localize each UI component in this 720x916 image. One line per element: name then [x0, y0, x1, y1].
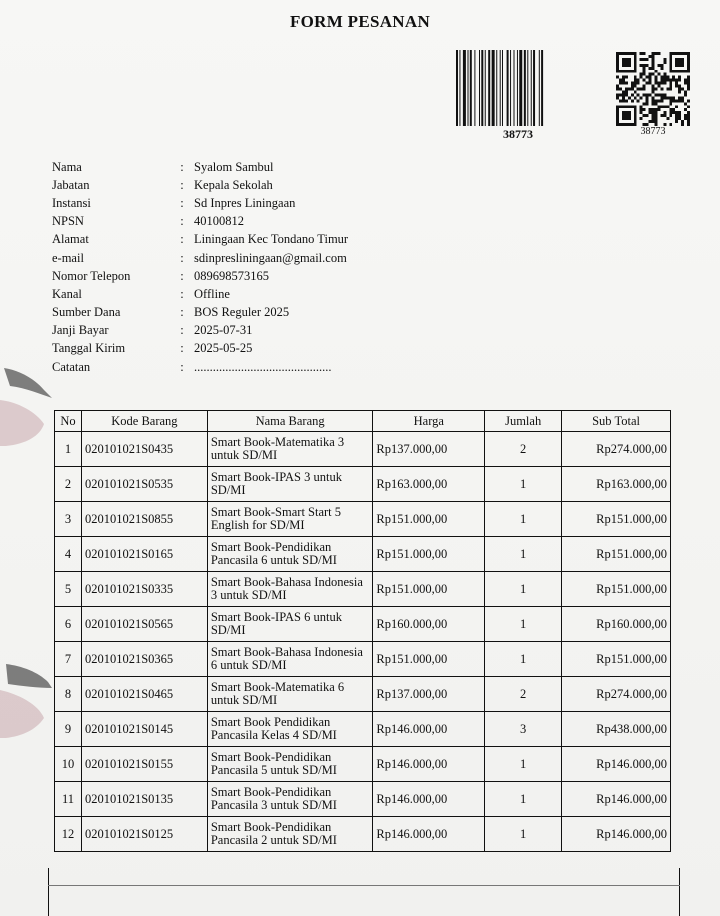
cell-qty: 1 — [485, 817, 562, 852]
cell-qty: 1 — [485, 572, 562, 607]
info-value: 2025-07-31 — [194, 323, 253, 338]
info-value: 40100812 — [194, 214, 244, 229]
column-header: Sub Total — [562, 411, 671, 432]
cell-subtotal: Rp151.000,00 — [562, 572, 671, 607]
info-label: Janji Bayar — [52, 323, 109, 338]
qr-code-image — [616, 52, 690, 126]
info-row — [52, 285, 348, 303]
cell-qty: 1 — [485, 502, 562, 537]
table-continuation — [48, 868, 680, 916]
cell-no: 7 — [55, 642, 82, 677]
cell-name: Smart Book-Bahasa Indonesia 6 untuk SD/MI — [207, 642, 373, 677]
info-row — [52, 322, 348, 340]
cell-code: 020101021S0125 — [81, 817, 207, 852]
table-row — [55, 467, 671, 502]
cell-name: Smart Book-Bahasa Indonesia 3 untuk SD/MI — [207, 572, 373, 607]
cell-subtotal: Rp151.000,00 — [562, 502, 671, 537]
cell-code: 020101021S0135 — [81, 782, 207, 817]
info-value: 089698573165 — [194, 268, 269, 283]
info-label: Nomor Telepon — [52, 268, 131, 283]
cell-name: Smart Book Pendidikan Pancasila Kelas 4 SD/MI — [207, 712, 373, 747]
info-value: Syalom Sambul — [194, 159, 274, 174]
cell-code: 020101021S0855 — [81, 502, 207, 537]
cell-code: 020101021S0465 — [81, 677, 207, 712]
info-value: Kepala Sekolah — [194, 177, 273, 192]
cell-qty: 3 — [485, 712, 562, 747]
info-row — [52, 304, 348, 322]
colon-separator: : — [180, 359, 184, 374]
order-table — [54, 410, 671, 852]
cell-price: Rp151.000,00 — [373, 642, 485, 677]
cell-subtotal: Rp151.000,00 — [562, 642, 671, 677]
info-value: Sd Inpres Liningaan — [194, 195, 296, 210]
cell-no: 3 — [55, 502, 82, 537]
cell-name: Smart Book-IPAS 3 untuk SD/MI — [207, 467, 373, 502]
info-label: Nama — [52, 159, 82, 174]
colon-separator: : — [180, 159, 184, 174]
cell-no: 9 — [55, 712, 82, 747]
cell-code: 020101021S0145 — [81, 712, 207, 747]
cell-name: Smart Book-Matematika 3 untuk SD/MI — [207, 432, 373, 467]
cell-qty: 1 — [485, 642, 562, 677]
cell-price: Rp146.000,00 — [373, 817, 485, 852]
cell-price: Rp137.000,00 — [373, 432, 485, 467]
cell-name: Smart Book-Pendidikan Pancasila 2 untuk SD/MI — [207, 817, 373, 852]
table-row — [55, 502, 671, 537]
info-value: ............................................ — [194, 359, 332, 374]
cell-price: Rp146.000,00 — [373, 712, 485, 747]
cell-subtotal: Rp274.000,00 — [562, 677, 671, 712]
cell-subtotal: Rp163.000,00 — [562, 467, 671, 502]
cell-subtotal: Rp146.000,00 — [562, 747, 671, 782]
table-row — [55, 747, 671, 782]
table-row — [55, 677, 671, 712]
cell-no: 8 — [55, 677, 82, 712]
cell-name: Smart Book-Pendidikan Pancasila 6 untuk SD/MI — [207, 537, 373, 572]
info-row — [52, 194, 348, 212]
table-row — [55, 607, 671, 642]
colon-separator: : — [180, 232, 184, 247]
info-label: Instansi — [52, 195, 91, 210]
cell-qty: 2 — [485, 432, 562, 467]
cell-code: 020101021S0435 — [81, 432, 207, 467]
table-body — [55, 432, 671, 852]
cell-no: 6 — [55, 607, 82, 642]
cell-price: Rp151.000,00 — [373, 537, 485, 572]
binder-clip-shadow — [0, 660, 60, 740]
info-value: BOS Reguler 2025 — [194, 305, 290, 320]
cell-price: Rp146.000,00 — [373, 782, 485, 817]
info-row — [52, 231, 348, 249]
table-row — [55, 782, 671, 817]
cell-price: Rp146.000,00 — [373, 747, 485, 782]
info-value: sdinpresliningaan@gmail.com — [194, 250, 347, 265]
cell-no: 2 — [55, 467, 82, 502]
cell-code: 020101021S0165 — [81, 537, 207, 572]
colon-separator: : — [180, 341, 184, 356]
colon-separator: : — [180, 305, 184, 320]
info-row — [52, 176, 348, 194]
table-row — [55, 642, 671, 677]
cell-name: Smart Book-Smart Start 5 English for SD/MI — [207, 502, 373, 537]
divider-line — [48, 885, 680, 886]
info-value: Liningaan Kec Tondano Timur — [194, 232, 349, 247]
cell-no: 11 — [55, 782, 82, 817]
info-value: Offline — [194, 286, 230, 301]
table-row — [55, 712, 671, 747]
colon-separator: : — [180, 214, 184, 229]
colon-separator: : — [180, 268, 184, 283]
cell-subtotal: Rp160.000,00 — [562, 607, 671, 642]
binder-clip-shadow — [0, 360, 60, 450]
info-label: Sumber Dana — [52, 305, 121, 320]
cell-subtotal: Rp151.000,00 — [562, 537, 671, 572]
cell-name: Smart Book-Pendidikan Pancasila 5 untuk SD/MI — [207, 747, 373, 782]
cell-qty: 1 — [485, 607, 562, 642]
cell-subtotal: Rp146.000,00 — [562, 782, 671, 817]
cell-name: Smart Book-Pendidikan Pancasila 3 untuk SD/MI — [207, 782, 373, 817]
info-row — [52, 158, 348, 176]
info-label: NPSN — [52, 214, 84, 229]
cell-price: Rp151.000,00 — [373, 572, 485, 607]
cell-qty: 1 — [485, 782, 562, 817]
barcode-number: 38773 — [503, 127, 533, 141]
colon-separator: : — [180, 286, 184, 301]
cell-code: 020101021S0155 — [81, 747, 207, 782]
qr-number: 38773 — [640, 126, 666, 137]
table-row — [55, 572, 671, 607]
cell-qty: 2 — [485, 677, 562, 712]
info-row — [52, 213, 348, 231]
cell-price: Rp151.000,00 — [373, 502, 485, 537]
info-label: Catatan — [52, 359, 91, 374]
table-row — [55, 432, 671, 467]
cell-no: 4 — [55, 537, 82, 572]
cell-code: 020101021S0335 — [81, 572, 207, 607]
column-header: Harga — [373, 411, 485, 432]
cell-subtotal: Rp146.000,00 — [562, 817, 671, 852]
cell-price: Rp160.000,00 — [373, 607, 485, 642]
table-header-row — [55, 411, 671, 432]
cell-price: Rp163.000,00 — [373, 467, 485, 502]
info-value: 2025-05-25 — [194, 341, 253, 356]
form-title: FORM PESANAN — [289, 12, 431, 31]
table-row — [55, 817, 671, 852]
info-label: Kanal — [52, 286, 82, 301]
cell-code: 020101021S0565 — [81, 607, 207, 642]
cell-qty: 1 — [485, 747, 562, 782]
info-label: Jabatan — [52, 177, 90, 192]
column-header: No — [55, 411, 82, 432]
info-row — [52, 340, 348, 358]
info-label: e-mail — [52, 250, 84, 265]
info-row — [52, 249, 348, 267]
cell-no: 5 — [55, 572, 82, 607]
customer-info — [52, 158, 348, 376]
colon-separator: : — [180, 177, 184, 192]
cell-qty: 1 — [485, 537, 562, 572]
column-header: Nama Barang — [207, 411, 373, 432]
colon-separator: : — [180, 323, 184, 338]
info-label: Tanggal Kirim — [52, 341, 126, 356]
info-row — [52, 358, 348, 376]
cell-code: 020101021S0365 — [81, 642, 207, 677]
cell-no: 12 — [55, 817, 82, 852]
cell-qty: 1 — [485, 467, 562, 502]
cell-subtotal: Rp438.000,00 — [562, 712, 671, 747]
cell-code: 020101021S0535 — [81, 467, 207, 502]
column-header: Kode Barang — [81, 411, 207, 432]
cell-subtotal: Rp274.000,00 — [562, 432, 671, 467]
cell-no: 1 — [55, 432, 82, 467]
cell-no: 10 — [55, 747, 82, 782]
cell-name: Smart Book-Matematika 6 untuk SD/MI — [207, 677, 373, 712]
barcode-image — [456, 50, 580, 126]
cell-price: Rp137.000,00 — [373, 677, 485, 712]
info-label: Alamat — [52, 232, 89, 247]
colon-separator: : — [180, 250, 184, 265]
colon-separator: : — [180, 195, 184, 210]
cell-name: Smart Book-IPAS 6 untuk SD/MI — [207, 607, 373, 642]
table-row — [55, 537, 671, 572]
info-row — [52, 267, 348, 285]
column-header: Jumlah — [485, 411, 562, 432]
